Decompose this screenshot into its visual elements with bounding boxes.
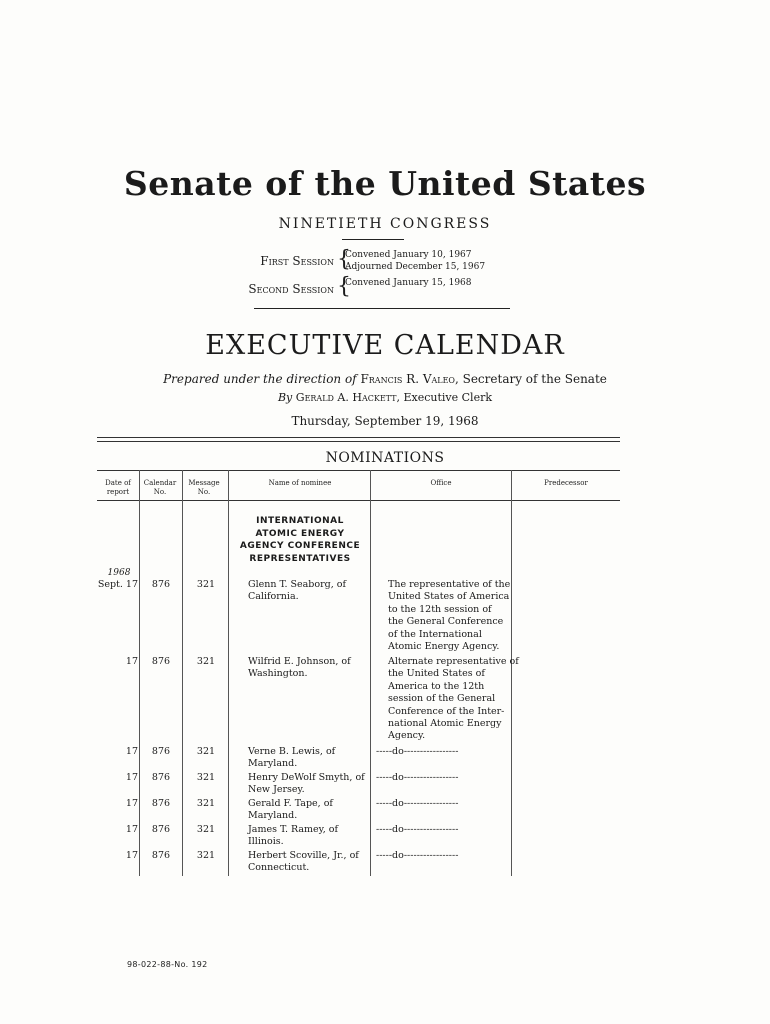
divider (97, 441, 620, 442)
row-calendar-no: 876 (151, 746, 171, 757)
second-session-label: Second Session (248, 282, 334, 296)
row-date: 17 (125, 656, 138, 667)
row-message-no: 321 (196, 850, 216, 861)
row-nominee (248, 824, 379, 849)
second-session-convened: Convened January 15, 1968 (345, 278, 472, 288)
nominations-heading: NOMINATIONS (325, 450, 445, 466)
by-prefix: By (277, 391, 293, 404)
office-line: of the International (388, 628, 482, 640)
congress-label: NINETIETH CONGRESS (278, 216, 492, 232)
nominee-line: Verne B. Lewis, of (248, 746, 336, 757)
prepared-prefix: Prepared under the direction of (163, 372, 357, 386)
divider (342, 239, 404, 240)
nominee-line: Connecticut. (248, 862, 310, 874)
row-office: -----do----------------- (376, 798, 459, 809)
row-calendar-no: 876 (151, 772, 171, 783)
row-date: 17 (125, 746, 138, 757)
prepared-line (0, 372, 770, 386)
row-calendar-no: 876 (151, 850, 171, 861)
divider (254, 308, 510, 309)
office-line: the United States of (388, 668, 485, 680)
row-message-no: 321 (196, 579, 216, 590)
column-divider (228, 470, 229, 876)
column-divider (139, 470, 140, 876)
col-header-date: Date of report (105, 479, 131, 496)
by-name: Gerald A. Hackett (295, 391, 397, 404)
table-top-rule (97, 470, 620, 471)
col-header-office: Office (430, 479, 452, 487)
row-calendar-no: 876 (151, 579, 171, 590)
nominee-line: Washington. (248, 668, 308, 680)
section-heading-line: AGENCY CONFERENCE (239, 541, 361, 551)
row-office: -----do----------------- (376, 746, 459, 757)
row-date: 17 (125, 850, 138, 861)
row-message-no: 321 (196, 824, 216, 835)
row-nominee (248, 850, 379, 875)
table-header-rule (97, 500, 620, 501)
row-office: -----do----------------- (376, 850, 459, 861)
nominee-line: Herbert Scoville, Jr., of (248, 850, 359, 861)
nominee-line: Wilfrid E. Johnson, of (248, 656, 351, 667)
nominee-line: Glenn T. Seaborg, of (248, 579, 346, 590)
divider (97, 437, 620, 438)
section-heading-line: INTERNATIONAL (256, 516, 344, 526)
row-office: -----do----------------- (376, 772, 459, 783)
row-message-no: 321 (196, 656, 216, 667)
row-date: 17 (125, 798, 138, 809)
row-calendar-no: 876 (151, 824, 171, 835)
prepared-name: Francis R. Valeo (360, 372, 455, 386)
office-line: Agency. (388, 730, 426, 742)
calendar-date: Thursday, September 19, 1968 (291, 414, 479, 428)
column-divider (182, 470, 183, 876)
row-calendar-no: 876 (151, 798, 171, 809)
row-nominee (248, 656, 379, 681)
office-line: Atomic Energy Agency. (388, 641, 500, 653)
brace: { (337, 274, 351, 299)
row-message-no: 321 (196, 798, 216, 809)
brace: { (337, 247, 351, 272)
col-header-predecessor: Predecessor (544, 479, 588, 487)
office-line: Alternate representative of (388, 656, 519, 667)
year-label: 1968 (107, 568, 131, 578)
row-nominee (248, 798, 379, 823)
section-heading-line: REPRESENTATIVES (249, 553, 351, 564)
first-session-adjourned: Adjourned December 15, 1967 (345, 262, 486, 272)
row-message-no: 321 (196, 772, 216, 783)
col-header-name: Name of nominee (268, 479, 332, 487)
nominee-line: Maryland. (248, 758, 298, 770)
row-nominee (248, 772, 379, 797)
office-line: session of the General (388, 693, 496, 705)
row-office (388, 656, 522, 743)
section-heading-line: ATOMIC ENERGY (255, 528, 345, 539)
office-line: the General Conference (388, 616, 504, 628)
prepared-suffix: , Secretary of the Senate (454, 372, 607, 386)
nominee-line: Illinois. (248, 836, 284, 848)
by-line (0, 391, 770, 404)
first-session-label: First Session (260, 254, 334, 268)
nominee-line: Henry DeWolf Smyth, of (248, 772, 365, 783)
by-suffix: , Executive Clerk (396, 391, 493, 404)
office-line: United States of America (388, 591, 510, 603)
row-message-no: 321 (196, 746, 216, 757)
nominee-line: New Jersey. (248, 784, 305, 796)
first-session-convened: Convened January 10, 1967 (345, 250, 472, 260)
col-header-message: Message No. (188, 479, 220, 496)
nominee-line: Maryland. (248, 810, 298, 822)
masthead: Senate of the United States (123, 164, 647, 203)
office-line: Conference of the Inter- (388, 705, 505, 717)
section-heading (230, 515, 370, 565)
nominee-line: California. (248, 591, 299, 603)
office-line: to the 12th session of (388, 603, 492, 615)
row-date: Sept. 17 (97, 579, 138, 590)
row-nominee (248, 579, 379, 604)
office-line: The representative of the (388, 579, 511, 590)
office-line: national Atomic Energy (388, 718, 502, 730)
print-code: 98-022-88-No. 192 (127, 960, 208, 969)
row-date: 17 (125, 772, 138, 783)
row-calendar-no: 876 (151, 656, 171, 667)
nominee-line: James T. Ramey, of (248, 824, 339, 835)
col-header-calendar: Calendar No. (143, 479, 177, 496)
row-nominee (248, 746, 379, 771)
calendar-title: EXECUTIVE CALENDAR (205, 330, 565, 361)
row-date: 17 (125, 824, 138, 835)
row-office (388, 579, 522, 653)
nominee-line: Gerald F. Tape, of (248, 798, 333, 809)
office-line: America to the 12th (388, 680, 485, 692)
row-office: -----do----------------- (376, 824, 459, 835)
sessions-block (230, 246, 530, 306)
